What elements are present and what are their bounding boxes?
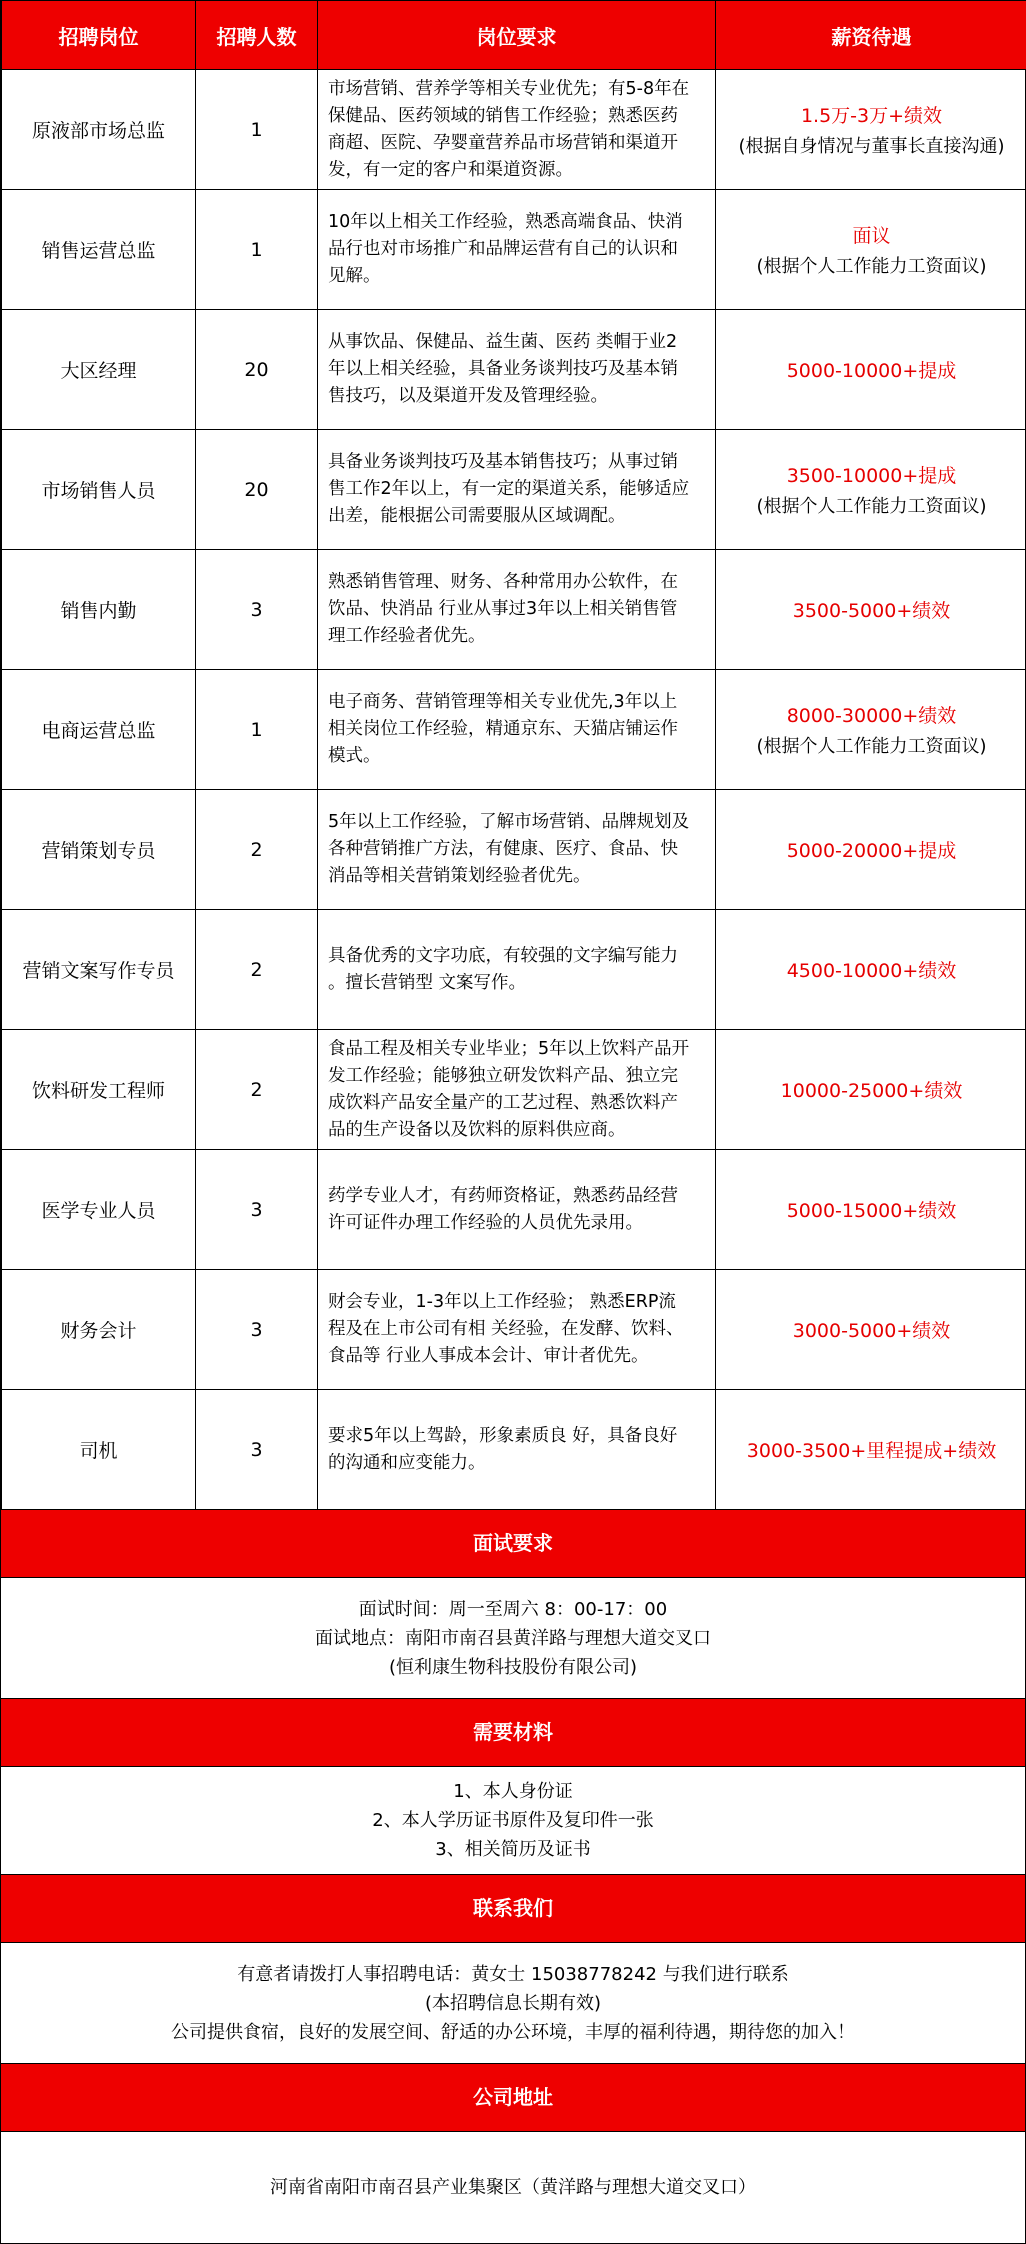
job-salary bbox=[716, 790, 1026, 910]
table-row bbox=[2, 190, 1026, 310]
salary-amount: 3500-10000+提成 bbox=[716, 461, 1026, 488]
job-title: 销售运营总监 bbox=[2, 190, 196, 310]
job-title: 营销文案写作专员 bbox=[2, 910, 196, 1030]
table-row bbox=[2, 430, 1026, 550]
requirement-line: 电子商务、营销管理等相关专业优先,3年以上 bbox=[328, 689, 707, 716]
header-count: 招聘人数 bbox=[196, 1, 318, 70]
requirement-line: 年以上相关经验，具备业务谈判技巧及基本销 bbox=[328, 356, 707, 383]
requirement-line: 见解。 bbox=[328, 263, 707, 290]
salary-amount: 8000-30000+绩效 bbox=[716, 701, 1026, 728]
table-row bbox=[2, 1030, 1026, 1150]
requirement-line: 许可证件办理工作经验的人员优先录用。 bbox=[328, 1210, 707, 1237]
job-requirements bbox=[318, 1270, 716, 1390]
requirement-line: 熟悉销售管理、财务、各种常用办公软件，在 bbox=[328, 569, 707, 596]
requirement-line: 理工作经验者优先。 bbox=[328, 623, 707, 650]
job-title: 大区经理 bbox=[2, 310, 196, 430]
requirement-line: 品行也对市场推广和品牌运营有自己的认识和 bbox=[328, 236, 707, 263]
header-salary: 薪资待遇 bbox=[716, 1, 1026, 70]
job-salary bbox=[716, 1390, 1026, 1510]
job-title: 饮料研发工程师 bbox=[2, 1030, 196, 1150]
requirement-line: 饮品、快消品 行业从事过3年以上相关销售管 bbox=[328, 596, 707, 623]
job-salary bbox=[716, 1030, 1026, 1150]
job-count: 20 bbox=[196, 310, 318, 430]
contact-validity: (本招聘信息长期有效) bbox=[1, 1989, 1025, 2018]
material-item: 1、本人身份证 bbox=[1, 1777, 1025, 1806]
requirement-line: 消品等相关营销策划经验者优先。 bbox=[328, 863, 707, 890]
requirement-line: 具备优秀的文字功底，有较强的文字编写能力 bbox=[328, 943, 707, 970]
requirement-line: 要求5年以上驾龄，形象素质良 好，具备良好 bbox=[328, 1423, 707, 1450]
contact-benefits: 公司提供食宿，良好的发展空间、舒适的办公环境，丰厚的福利待遇，期待您的加入！ bbox=[1, 2018, 1025, 2047]
job-count: 3 bbox=[196, 1150, 318, 1270]
job-title: 原液部市场总监 bbox=[2, 70, 196, 190]
job-requirements bbox=[318, 550, 716, 670]
salary-amount: 面议 bbox=[716, 221, 1026, 248]
job-salary bbox=[716, 550, 1026, 670]
requirement-line: 10年以上相关工作经验，熟悉高端食品、快消 bbox=[328, 209, 707, 236]
table-row bbox=[2, 310, 1026, 430]
job-title: 销售内勤 bbox=[2, 550, 196, 670]
table-row bbox=[2, 1270, 1026, 1390]
requirement-line: 商超、医院、孕婴童营养品市场营销和渠道开 bbox=[328, 130, 707, 157]
job-count: 2 bbox=[196, 910, 318, 1030]
job-count: 20 bbox=[196, 430, 318, 550]
jobs-table-body bbox=[2, 70, 1026, 1510]
job-requirements bbox=[318, 190, 716, 310]
job-salary bbox=[716, 1150, 1026, 1270]
interview-time: 面试时间：周一至周六 8：00-17：00 bbox=[1, 1595, 1025, 1624]
jobs-table bbox=[1, 0, 1026, 1510]
salary-amount: 5000-10000+提成 bbox=[716, 356, 1026, 383]
requirement-line: 程及在上市公司有相 关经验，在发酵、饮料、 bbox=[328, 1316, 707, 1343]
job-title: 司机 bbox=[2, 1390, 196, 1510]
requirement-line: 从事饮品、保健品、益生菌、医药 类帽于业2 bbox=[328, 329, 707, 356]
salary-amount: 5000-15000+绩效 bbox=[716, 1196, 1026, 1223]
job-requirements bbox=[318, 670, 716, 790]
job-requirements bbox=[318, 430, 716, 550]
requirement-line: 售工作2年以上，有一定的渠道关系，能够适应 bbox=[328, 476, 707, 503]
job-count: 1 bbox=[196, 190, 318, 310]
requirement-line: 品的生产设备以及饮料的原料供应商。 bbox=[328, 1117, 707, 1144]
job-count: 3 bbox=[196, 1270, 318, 1390]
job-requirements bbox=[318, 1390, 716, 1510]
material-item: 3、相关简历及证书 bbox=[1, 1835, 1025, 1864]
requirement-line: 财会专业，1-3年以上工作经验； 熟悉ERP流 bbox=[328, 1289, 707, 1316]
salary-note: (根据个人工作能力工资面议) bbox=[716, 732, 1026, 758]
requirement-line: 具备业务谈判技巧及基本销售技巧；从事过销 bbox=[328, 449, 707, 476]
job-salary bbox=[716, 910, 1026, 1030]
salary-amount: 10000-25000+绩效 bbox=[716, 1076, 1026, 1103]
job-salary bbox=[716, 310, 1026, 430]
salary-note: (根据个人工作能力工资面议) bbox=[716, 252, 1026, 278]
header-position: 招聘岗位 bbox=[2, 1, 196, 70]
interview-company: (恒利康生物科技股份有限公司) bbox=[1, 1653, 1025, 1682]
materials-section bbox=[1, 1767, 1025, 1875]
requirement-line: 出差，能根据公司需要服从区域调配。 bbox=[328, 503, 707, 530]
requirement-line: 成饮料产品安全量产的工艺过程、熟悉饮料产 bbox=[328, 1090, 707, 1117]
interview-location: 面试地点：南阳市南召县黄洋路与理想大道交叉口 bbox=[1, 1624, 1025, 1653]
interview-section bbox=[1, 1578, 1025, 1699]
table-header-row bbox=[2, 1, 1026, 70]
job-requirements bbox=[318, 910, 716, 1030]
requirement-line: 食品工程及相关专业毕业；5年以上饮料产品开 bbox=[328, 1036, 707, 1063]
table-row bbox=[2, 1390, 1026, 1510]
salary-amount: 1.5万-3万+绩效 bbox=[716, 101, 1026, 128]
material-item: 2、本人学历证书原件及复印件一张 bbox=[1, 1806, 1025, 1835]
requirement-line: 5年以上工作经验，了解市场营销、品牌规划及 bbox=[328, 809, 707, 836]
contact-section bbox=[1, 1943, 1025, 2064]
interview-heading: 面试要求 bbox=[1, 1510, 1025, 1578]
job-requirements bbox=[318, 1030, 716, 1150]
job-salary bbox=[716, 190, 1026, 310]
table-row bbox=[2, 910, 1026, 1030]
job-requirements bbox=[318, 1150, 716, 1270]
salary-amount: 4500-10000+绩效 bbox=[716, 956, 1026, 983]
table-row bbox=[2, 550, 1026, 670]
requirement-line: 各种营销推广方法，有健康、医疗、食品、快 bbox=[328, 836, 707, 863]
requirement-line: 模式。 bbox=[328, 743, 707, 770]
salary-note: (根据个人工作能力工资面议) bbox=[716, 492, 1026, 518]
requirement-line: 的沟通和应变能力。 bbox=[328, 1450, 707, 1477]
job-count: 3 bbox=[196, 1390, 318, 1510]
job-count: 2 bbox=[196, 1030, 318, 1150]
job-title: 营销策划专员 bbox=[2, 790, 196, 910]
requirement-line: 保健品、医药领域的销售工作经验；熟悉医药 bbox=[328, 103, 707, 130]
contact-phone: 有意者请拨打人事招聘电话：黄女士 15038778242 与我们进行联系 bbox=[1, 1960, 1025, 1989]
job-salary bbox=[716, 70, 1026, 190]
table-row bbox=[2, 790, 1026, 910]
requirement-line: 食品等 行业人事成本会计、审计者优先。 bbox=[328, 1343, 707, 1370]
address-section bbox=[1, 2132, 1025, 2244]
salary-note: (根据自身情况与董事长直接沟通) bbox=[716, 132, 1026, 158]
job-count: 2 bbox=[196, 790, 318, 910]
job-count: 1 bbox=[196, 70, 318, 190]
job-requirements bbox=[318, 310, 716, 430]
requirement-line: 药学专业人才，有药师资格证，熟悉药品经营 bbox=[328, 1183, 707, 1210]
company-address: 河南省南阳市南召县产业集聚区（黄洋路与理想大道交叉口） bbox=[1, 2173, 1025, 2202]
requirement-line: 发工作经验；能够独立研发饮料产品、独立完 bbox=[328, 1063, 707, 1090]
requirement-line: 。擅长营销型 文案写作。 bbox=[328, 970, 707, 997]
job-title: 电商运营总监 bbox=[2, 670, 196, 790]
contact-heading: 联系我们 bbox=[1, 1875, 1025, 1943]
header-requirements: 岗位要求 bbox=[318, 1, 716, 70]
salary-amount: 3500-5000+绩效 bbox=[716, 596, 1026, 623]
salary-amount: 5000-20000+提成 bbox=[716, 836, 1026, 863]
job-title: 医学专业人员 bbox=[2, 1150, 196, 1270]
address-heading: 公司地址 bbox=[1, 2064, 1025, 2132]
requirement-line: 市场营销、营养学等相关专业优先；有5-8年在 bbox=[328, 76, 707, 103]
requirement-line: 售技巧，以及渠道开发及管理经验。 bbox=[328, 383, 707, 410]
job-salary bbox=[716, 1270, 1026, 1390]
requirement-line: 相关岗位工作经验，精通京东、天猫店铺运作 bbox=[328, 716, 707, 743]
job-salary bbox=[716, 430, 1026, 550]
job-salary bbox=[716, 670, 1026, 790]
job-requirements bbox=[318, 790, 716, 910]
table-row bbox=[2, 70, 1026, 190]
table-row bbox=[2, 1150, 1026, 1270]
job-requirements bbox=[318, 70, 716, 190]
job-title: 市场销售人员 bbox=[2, 430, 196, 550]
job-count: 3 bbox=[196, 550, 318, 670]
job-title: 财务会计 bbox=[2, 1270, 196, 1390]
table-row bbox=[2, 670, 1026, 790]
materials-heading: 需要材料 bbox=[1, 1699, 1025, 1767]
salary-amount: 3000-5000+绩效 bbox=[716, 1316, 1026, 1343]
salary-amount: 3000-3500+里程提成+绩效 bbox=[716, 1436, 1026, 1463]
job-count: 1 bbox=[196, 670, 318, 790]
requirement-line: 发，有一定的客户和渠道资源。 bbox=[328, 157, 707, 184]
